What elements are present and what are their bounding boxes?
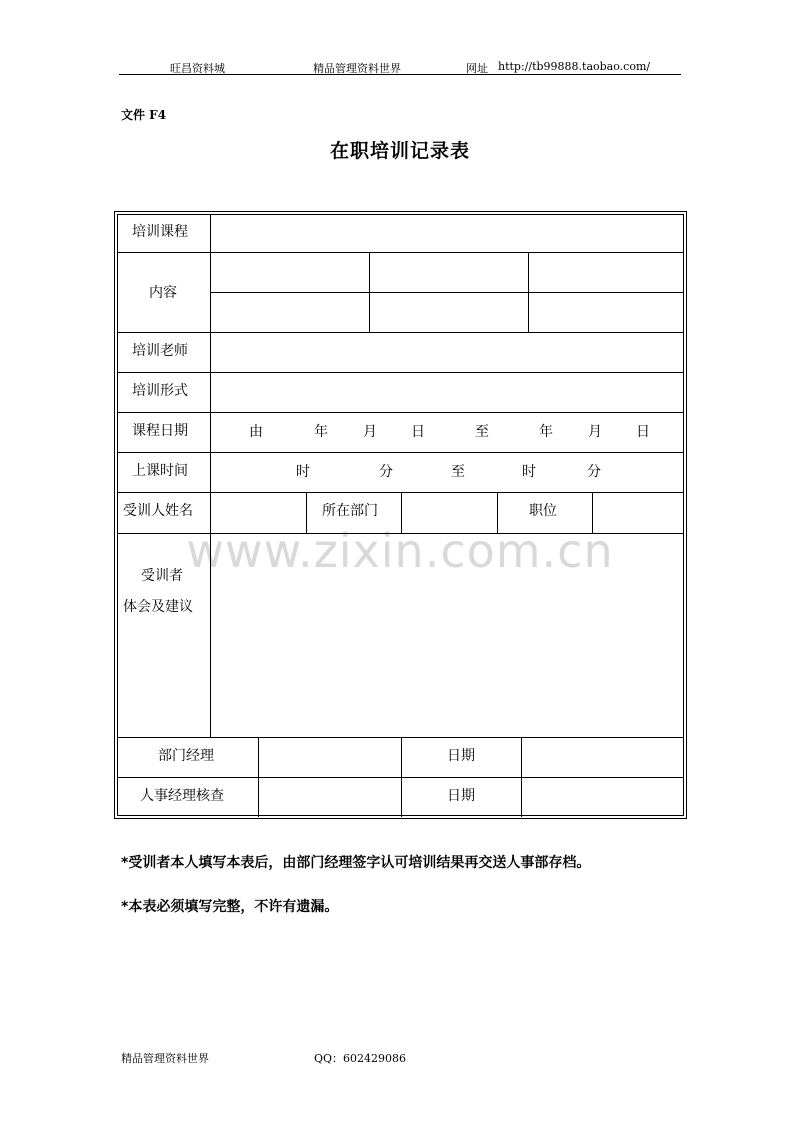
label-hr-review: 人事经理核查	[140, 788, 224, 804]
label-dept-manager: 部门经理	[158, 748, 214, 764]
note-1: *受训者本人填写本表后，由部门经理签字认可培训结果再交送人事部存档。	[121, 855, 591, 871]
date-from: 由	[249, 424, 263, 440]
field-date-2[interactable]	[525, 780, 687, 815]
file-label: 文件 F4	[121, 108, 167, 122]
label-trainee-name: 受训人姓名	[123, 503, 193, 519]
field-teacher[interactable]	[214, 335, 688, 370]
label-training-course: 培训课程	[132, 224, 188, 240]
label-course-date: 课程日期	[132, 423, 188, 439]
time-minute-2: 分	[587, 464, 601, 480]
note-2: *本表必须填写完整，不许有遗漏。	[121, 899, 339, 915]
date-to: 至	[475, 424, 489, 440]
date-day-2: 日	[636, 424, 650, 440]
field-content-3[interactable]	[532, 255, 684, 290]
label-feedback-line1: 受训者	[141, 568, 183, 584]
label-position: 职位	[529, 503, 557, 519]
field-content-2[interactable]	[373, 255, 525, 290]
field-feedback[interactable]	[214, 536, 688, 734]
field-content-1[interactable]	[214, 255, 366, 290]
field-department[interactable]	[405, 495, 494, 530]
date-month-1: 月	[363, 424, 377, 440]
field-dept-manager[interactable]	[262, 740, 398, 775]
field-content-4[interactable]	[214, 295, 366, 330]
label-department: 所在部门	[322, 503, 378, 519]
header-site-label: 网址	[466, 62, 488, 75]
time-minute-1: 分	[379, 464, 393, 480]
footer-qq-text: QQ：602429086	[314, 1052, 407, 1065]
field-training-course[interactable]	[214, 215, 688, 252]
field-position[interactable]	[596, 495, 686, 530]
header-left-text: 旺昌资料城	[170, 62, 225, 75]
field-format[interactable]	[214, 375, 688, 410]
label-date-2: 日期	[447, 788, 475, 804]
label-date-1: 日期	[447, 748, 475, 764]
date-year-1: 年	[314, 424, 328, 440]
date-day-1: 日	[411, 424, 425, 440]
time-hour-1: 时	[296, 464, 310, 480]
label-content: 内容	[149, 285, 177, 301]
field-date-1[interactable]	[525, 740, 687, 775]
field-hr-review[interactable]	[262, 780, 398, 815]
label-class-time: 上课时间	[132, 463, 188, 479]
date-month-2: 月	[588, 424, 602, 440]
page-title: 在职培训记录表	[329, 140, 470, 162]
header-url-link[interactable]: http://tb99888.taobao.com/	[498, 60, 651, 73]
watermark: www.zixin.com.cn	[186, 524, 614, 578]
field-content-6[interactable]	[532, 295, 684, 330]
header-center-text: 精品管理资料世界	[313, 62, 401, 75]
label-format: 培训形式	[132, 383, 188, 399]
date-year-2: 年	[539, 424, 553, 440]
field-trainee-name[interactable]	[214, 495, 303, 530]
label-feedback-line2: 体会及建议	[123, 599, 193, 615]
time-to: 至	[451, 464, 465, 480]
header-divider	[119, 74, 681, 75]
time-hour-2: 时	[522, 464, 536, 480]
form-grid	[117, 214, 684, 816]
label-teacher: 培训老师	[132, 343, 188, 359]
footer-left-text: 精品管理资料世界	[121, 1052, 209, 1065]
field-content-5[interactable]	[373, 295, 525, 330]
training-record-form	[114, 211, 687, 819]
